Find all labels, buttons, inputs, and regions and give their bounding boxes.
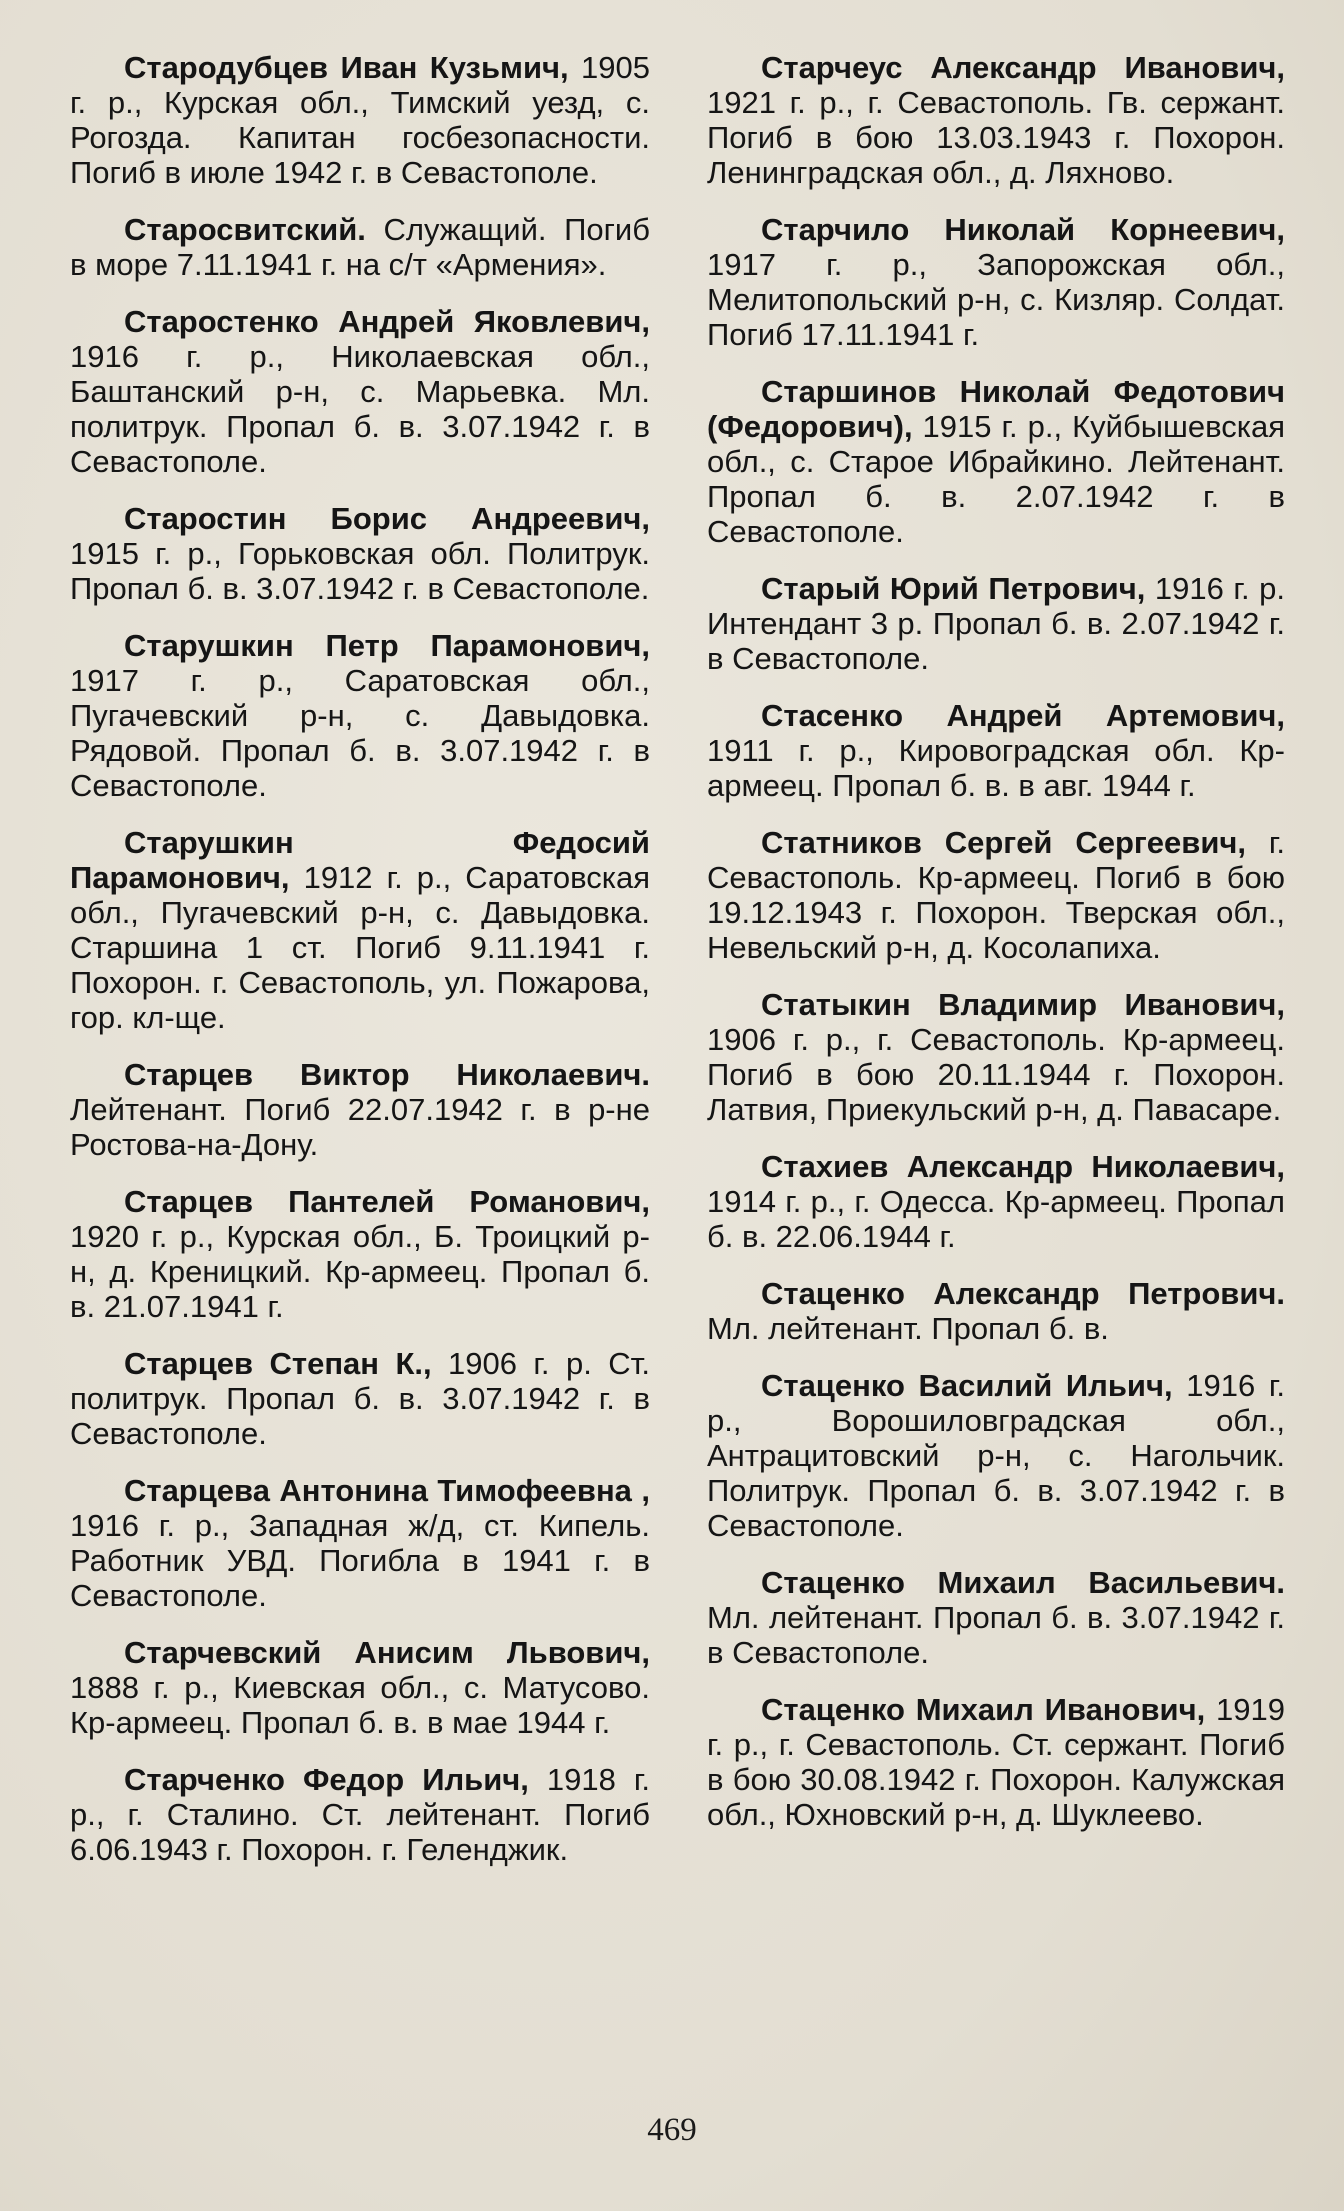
entry-name: Старшинов Николай Федотович (Федорович), bbox=[707, 374, 1285, 444]
entry-name: Стаценко Михаил Васильевич. bbox=[761, 1565, 1285, 1600]
left-column bbox=[70, 50, 650, 1889]
entry bbox=[707, 698, 1285, 803]
entry-text: 1905 г. р., Курская обл., Тимский уезд, с. Рогозда. Капитан госбезопасности. Погиб в июле 1942 г. в Севастополе. bbox=[70, 50, 651, 190]
entry-name: Статыкин Владимир Иванович, bbox=[761, 987, 1285, 1022]
entry bbox=[707, 1368, 1285, 1543]
entry-text: Мл. лейтенант. Пропал б. в. bbox=[707, 1311, 1109, 1346]
entry-text: 1918 г. р., г. Сталино. Ст. лейтенант. Погиб 6.06.1943 г. Похорон. г. Геленджик. bbox=[70, 1762, 651, 1867]
entry-text: 1920 г. р., Курская обл., Б. Троицкий р-н, д. Креницкий. Кр-армеец. Пропал б. в. 21.07.1941 г. bbox=[70, 1219, 650, 1324]
entry bbox=[70, 212, 650, 282]
entry-text: 1917 г. р., Запорожская обл., Мелитопольский р-н, с. Кизляр. Солдат. Погиб 17.11.1941 г. bbox=[707, 247, 1285, 352]
entry bbox=[70, 501, 650, 606]
entry-name: Старчевский Анисим Львович, bbox=[124, 1635, 650, 1670]
entry-text: 1906 г. р., г. Севастополь. Кр-армеец. Погиб в бою 20.11.1944 г. Похорон. Латвия, Приекульский р-н, д. Павасаре. bbox=[707, 1022, 1285, 1127]
entry-text: 1916 г. р., Николаевская обл., Баштанский р-н, с. Марьевка. Мл. политрук. Пропал б. в. 3.07.1942 г. в Севастополе. bbox=[70, 339, 650, 479]
entry-text: 1911 г. р., Кировоградская обл. Кр-армеец. Пропал б. в. в авг. 1944 г. bbox=[707, 733, 1285, 803]
entry-name: Старцева Антонина Тимофеевна , bbox=[124, 1473, 650, 1508]
entry-name: Стародубцев Иван Кузьмич, bbox=[124, 50, 569, 85]
entry-text: Служащий. Погиб в море 7.11.1941 г. на с/т «Армения». bbox=[70, 212, 650, 282]
entry-name: Старчеус Александр Иванович, bbox=[761, 50, 1285, 85]
entry bbox=[707, 987, 1285, 1127]
entry-text: 1921 г. р., г. Севастополь. Гв. сержант. Погиб в бою 13.03.1943 г. Похорон. Ленинградская обл., д. Ляхново. bbox=[707, 85, 1285, 190]
entry-name: Старченко Федор Ильич, bbox=[124, 1762, 529, 1797]
entry bbox=[707, 1692, 1285, 1832]
entry-name: Старосвитский. bbox=[124, 212, 366, 247]
entry-name: Старый Юрий Петрович, bbox=[761, 571, 1146, 606]
entry-name: Старчило Николай Корнеевич, bbox=[761, 212, 1285, 247]
entry-text: 1914 г. р., г. Одесса. Кр-армеец. Пропал б. в. 22.06.1944 г. bbox=[707, 1184, 1285, 1254]
entry bbox=[707, 1149, 1285, 1254]
entry-text: Лейтенант. Погиб 22.07.1942 г. в р-не Ростова-на-Дону. bbox=[70, 1092, 650, 1162]
entry bbox=[70, 1346, 650, 1451]
entry bbox=[70, 1473, 650, 1613]
entry bbox=[70, 50, 650, 190]
entry-name: Старцев Пантелей Романович, bbox=[124, 1184, 650, 1219]
entry-text: 1919 г. р., г. Севастополь. Ст. сержант. Погиб в бою 30.08.1942 г. Похорон. Калужская обл., Юхновский р-н, д. Шуклеево. bbox=[707, 1692, 1285, 1832]
entry-name: Стаценко Михаил Иванович, bbox=[761, 1692, 1206, 1727]
entry bbox=[70, 825, 650, 1035]
entry bbox=[70, 1057, 650, 1162]
entry-name: Стахиев Александр Николаевич, bbox=[761, 1149, 1285, 1184]
entry-name: Стаценко Александр Петрович. bbox=[761, 1276, 1285, 1311]
entry-name: Старцев Степан К., bbox=[124, 1346, 432, 1381]
entry-text: 1917 г. р., Саратовская обл., Пугачевский р-н, с. Давыдовка. Рядовой. Пропал б. в. 3.07.1942 г. в Севастополе. bbox=[70, 663, 650, 803]
right-column bbox=[707, 50, 1285, 1854]
entry bbox=[707, 212, 1285, 352]
entry-name: Старостин Борис Андреевич, bbox=[124, 501, 650, 536]
entry bbox=[70, 1184, 650, 1324]
entry-text: 1916 г. р., Ворошиловградская обл., Антрацитовский р-н, с. Нагольчик. Политрук. Пропал б. в. 3.07.1942 г. в Севастополе. bbox=[707, 1368, 1285, 1543]
entry-text: 1915 г. р., Куйбышевская обл., с. Старое Ибрайкино. Лейтенант. Пропал б. в. 2.07.1942 г. в Севастополе. bbox=[707, 409, 1285, 549]
entry bbox=[70, 1762, 650, 1867]
entry-name: Старостенко Андрей Яковлевич, bbox=[124, 304, 650, 339]
entry bbox=[707, 50, 1285, 190]
entry-text: 1888 г. р., Киевская обл., с. Матусово. Кр-армеец. Пропал б. в. в мае 1944 г. bbox=[70, 1670, 650, 1740]
entry-name: Стаценко Василий Ильич, bbox=[761, 1368, 1173, 1403]
entry bbox=[70, 304, 650, 479]
entry bbox=[707, 374, 1285, 549]
entry bbox=[70, 628, 650, 803]
entry-name: Старушкин Федосий Парамонович, bbox=[70, 825, 650, 895]
entry bbox=[707, 1276, 1285, 1346]
entry-text: 1915 г. р., Горьковская обл. Политрук. Пропал б. в. 3.07.1942 г. в Севастополе. bbox=[70, 536, 650, 606]
entry bbox=[707, 825, 1285, 965]
entry-name: Статников Сергей Сергеевич, bbox=[761, 825, 1247, 860]
entry-text: 1912 г. р., Саратовская обл., Пугачевский р-н, с. Давыдовка. Старшина 1 ст. Погиб 9.11.1941 г. Похорон. г. Севастополь, ул. Пожарова, гор. кл-ще. bbox=[70, 860, 650, 1035]
entry bbox=[707, 571, 1285, 676]
entry bbox=[707, 1565, 1285, 1670]
entry-text: Мл. лейтенант. Пропал б. в. 3.07.1942 г. в Севастополе. bbox=[707, 1600, 1285, 1670]
page-number: 469 bbox=[647, 2112, 697, 2148]
entry bbox=[70, 1635, 650, 1740]
entry-text: 1906 г. р. Ст. политрук. Пропал б. в. 3.07.1942 г. в Севастополе. bbox=[70, 1346, 650, 1451]
entry-text: 1916 г. р. Интендант 3 р. Пропал б. в. 2.07.1942 г. в Севастополе. bbox=[707, 571, 1285, 676]
entry-name: Стасенко Андрей Артемович, bbox=[761, 698, 1285, 733]
entry-text: 1916 г. р., Западная ж/д, ст. Кипель. Работник УВД. Погибла в 1941 г. в Севастополе. bbox=[70, 1508, 650, 1613]
entry-text: г. Севастополь. Кр-армеец. Погиб в бою 19.12.1943 г. Похорон. Тверская обл., Невельский р-н, д. Косолапиха. bbox=[707, 825, 1285, 965]
entry-name: Старцев Виктор Николаевич. bbox=[124, 1057, 650, 1092]
entry-name: Старушкин Петр Парамонович, bbox=[124, 628, 650, 663]
